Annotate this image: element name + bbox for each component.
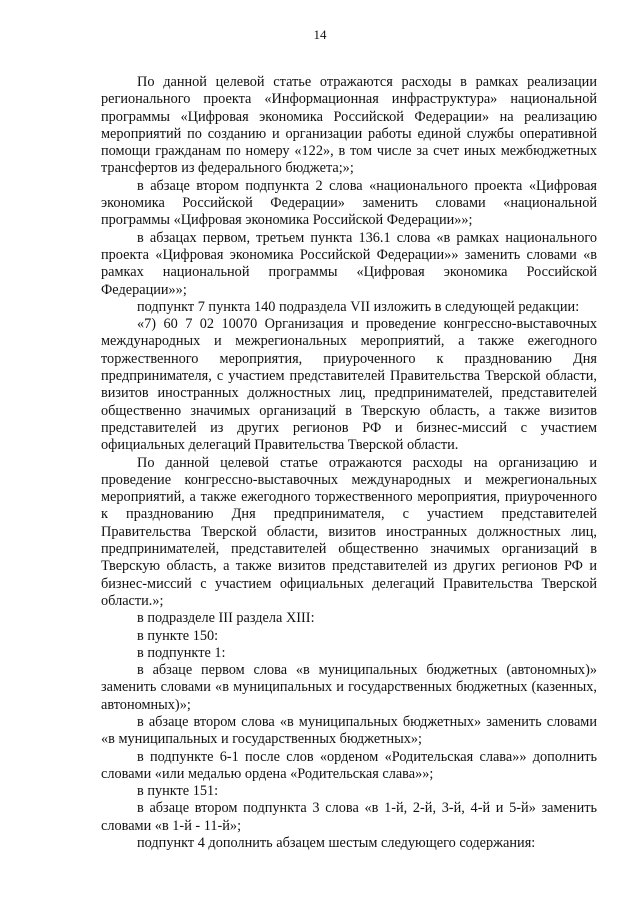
paragraph: «7) 60 7 02 10070 Организация и проведение конгрессно-выставочных международных и межрегиональных мероприятий, а также ежегодного торжественного мероприятия, приуроченного к празднованию Дня предпринимателя, с участием представителей Правительства Тверской области, визитов иностранных должностных лиц, предпринимателей, представителей общественно значимых организаций в Тверскую область, а также визитов представителей из других регионов РФ и бизнес-миссий с участием официальных делегаций Правительства Тверской области. xyxy=(101,316,597,454)
paragraph: подпункт 7 пункта 140 подраздела VII изложить в следующей редакции: xyxy=(137,298,580,315)
paragraph: По данной целевой статье отражаются расходы на организацию и проведение конгрессно-выставочных международных и межрегиональных мероприятий, а также ежегодного торжественного мероприятия, приуроченного к празднованию Дня предпринимателя, с участием представителей Правительства Тверской области, визитов иностранных должностных лиц, предпринимателей, представителей общественно значимых организаций в Тверскую область, а также визитов представителей из других регионов РФ и бизнес-миссий с участием официальных делегаций Правительства Тверской области.»; xyxy=(101,454,597,609)
paragraph: в абзаце втором подпункта 3 слова «в 1-й, 2-й, 3-й, 4-й и 5-й» заменить словами «в 1-й - 11-й»; xyxy=(101,800,597,834)
paragraph: в пункте 151: xyxy=(137,783,219,800)
paragraph: в пункте 150: xyxy=(137,627,219,644)
paragraph: в абзаце втором слова «в муниципальных бюджетных» заменить словами «в муниципальных и государственных бюджетных»; xyxy=(101,713,597,748)
paragraph: в подразделе III раздела XIII: xyxy=(137,610,315,627)
paragraph: в подпункте 1: xyxy=(137,644,226,661)
page-number: 14 xyxy=(313,27,327,42)
paragraph: в подпункте 6-1 после слов «орденом «Родительская слава»» дополнить словами «или медалью ордена «Родительская слава»»; xyxy=(101,748,597,782)
paragraph: По данной целевой статье отражаются расходы в рамках реализации регионального проекта «Информационная инфраструктура» национальной программы «Цифровая экономика Российской Федерации» на реализацию мероприятий по созданию и организации работы единой службы оперативной помощи гражданам по номеру «122», в том числе за счет иных межбюджетных трансфертов из федерального бюджета;»; xyxy=(101,74,597,177)
paragraph: подпункт 4 дополнить абзацем шестым следующего содержания: xyxy=(137,835,536,852)
paragraph: в абзаце первом слова «в муниципальных бюджетных (автономных)» заменить словами «в муниципальных и государственных бюджетных (казенных, автономных)»; xyxy=(101,662,597,713)
paragraph: в абзацах первом, третьем пункта 136.1 слова «в рамках национального проекта «Цифровая экономика Российской Федерации»» заменить словами «в рамках национальной программы «Цифровая экономика Российской Федерации»»; xyxy=(101,229,597,298)
paragraph: в абзаце втором подпункта 2 слова «национального проекта «Цифровая экономика Российской Федерации» заменить словами «национальной программы «Цифровая экономика Российской Федерации»»; xyxy=(101,177,597,229)
document-body xyxy=(101,74,597,852)
